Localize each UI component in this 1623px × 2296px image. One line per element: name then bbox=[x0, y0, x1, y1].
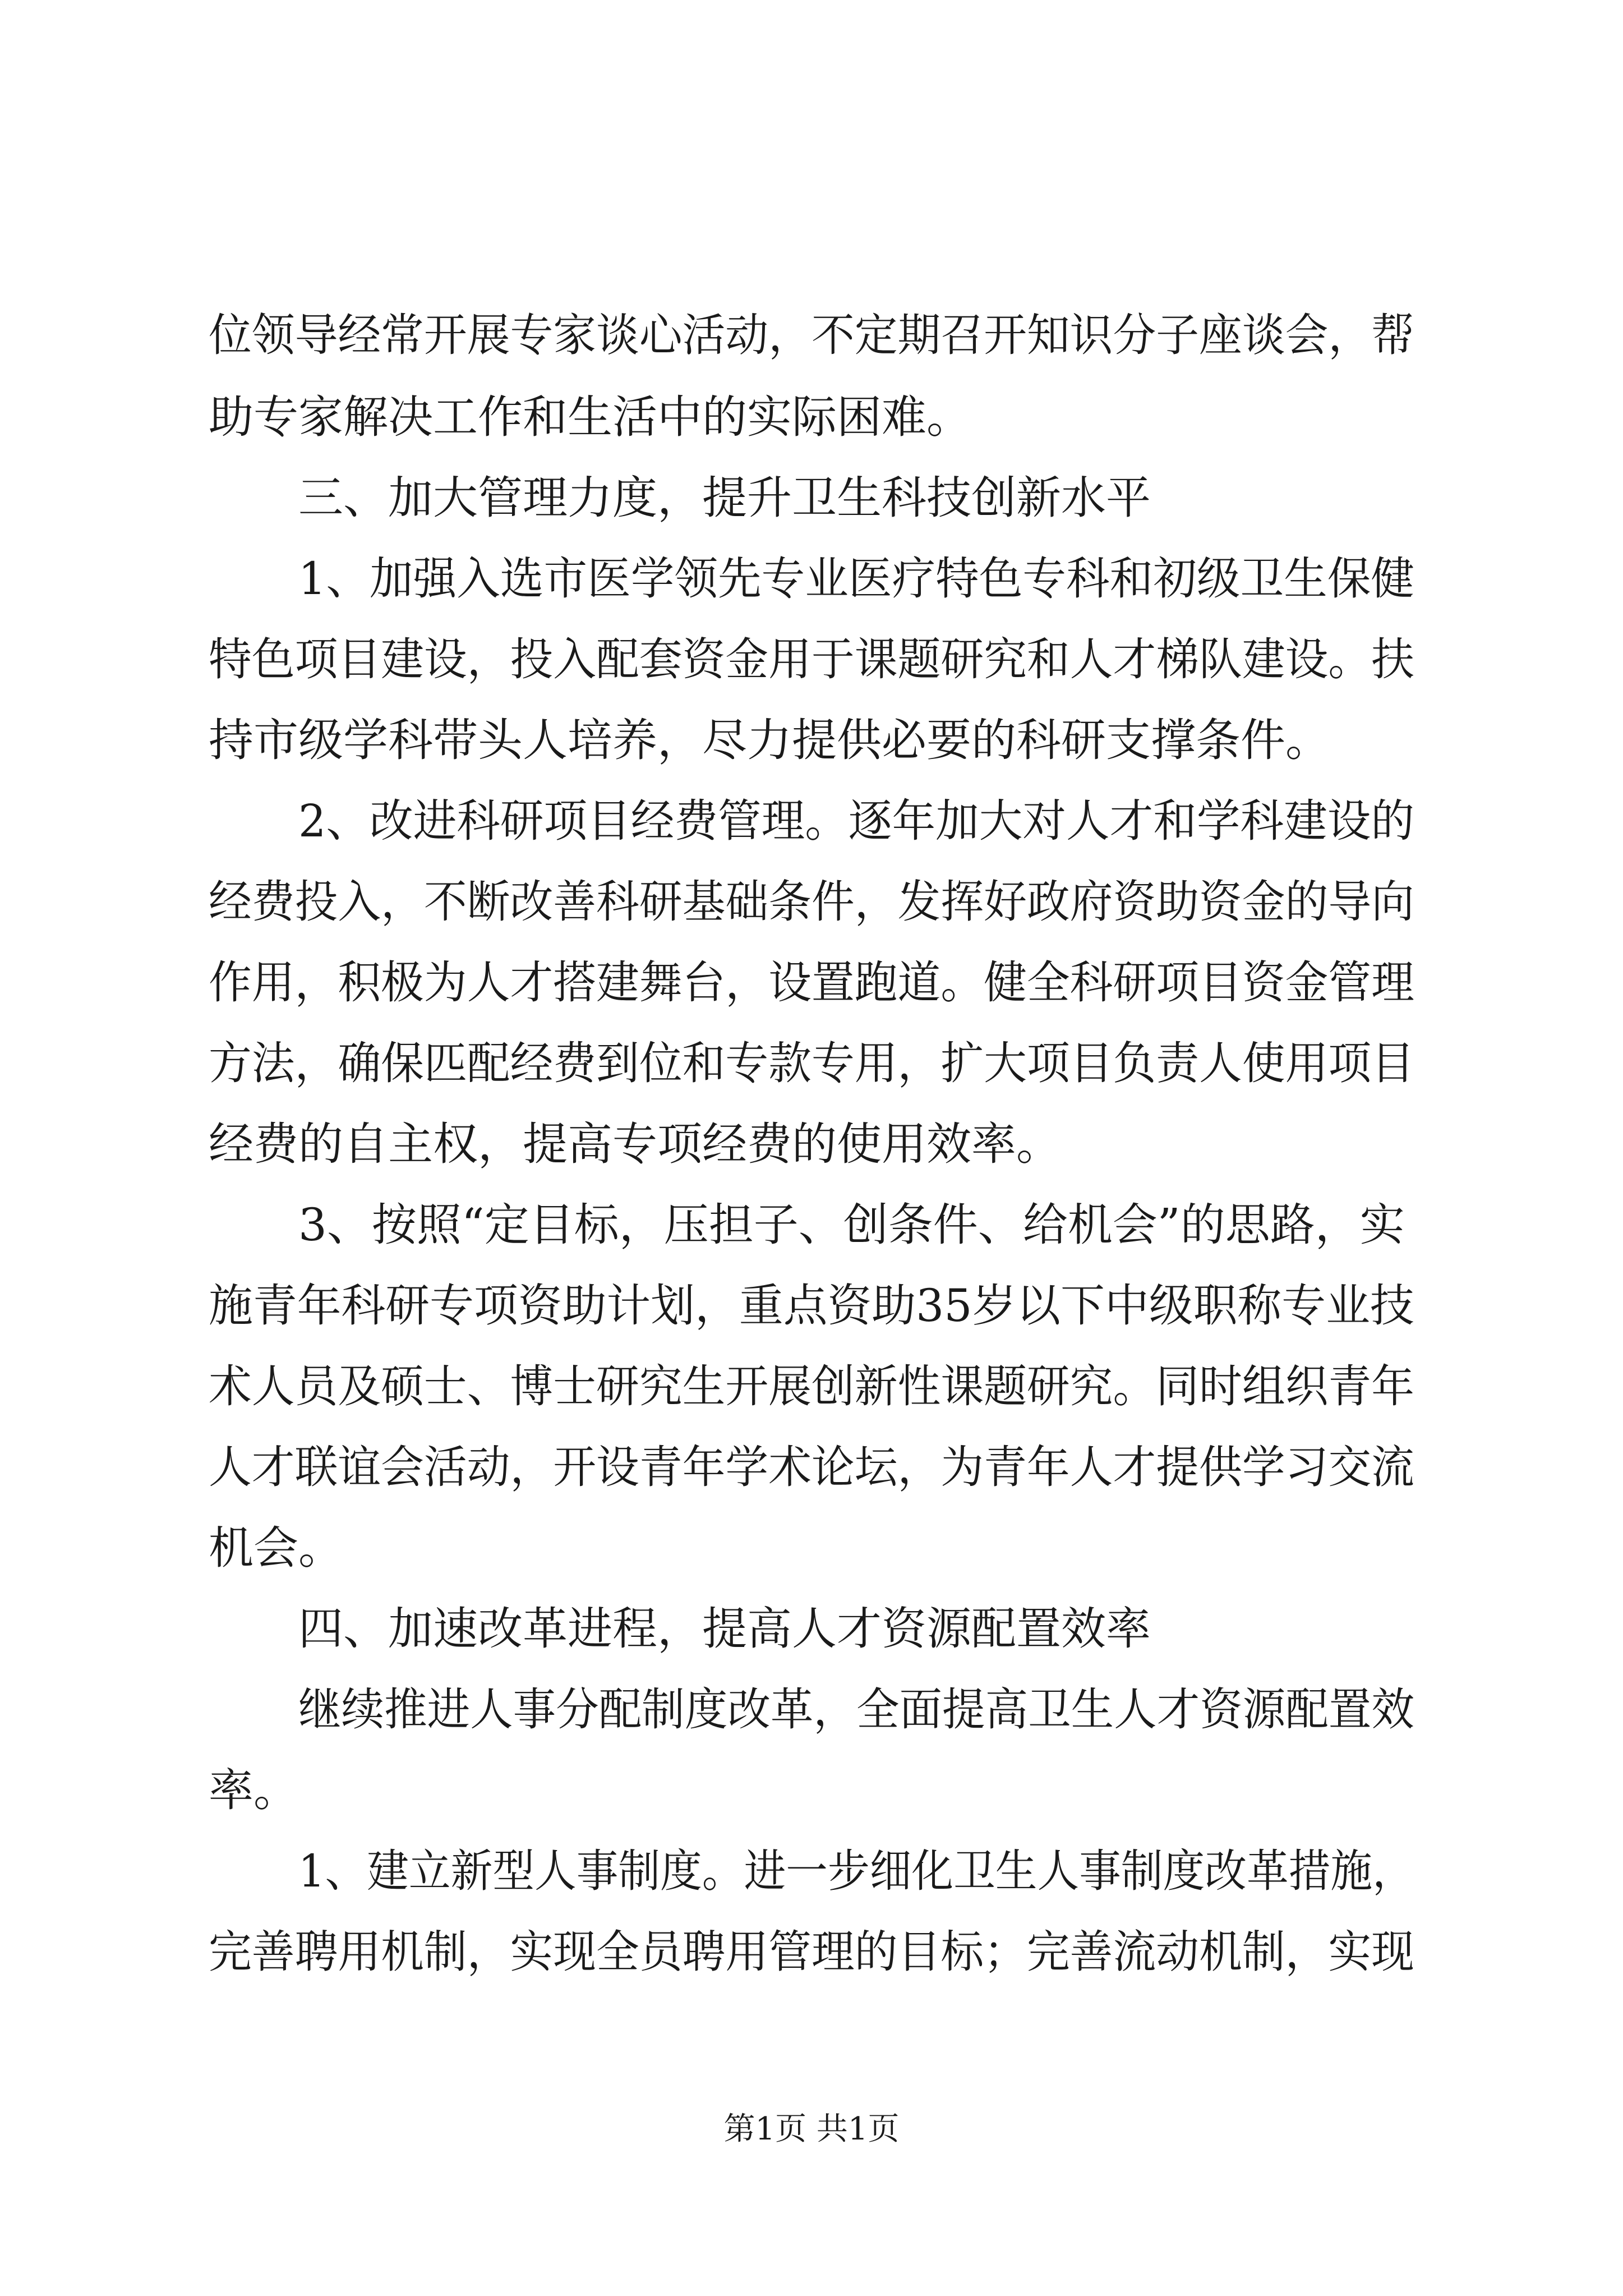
paragraph-line: 作用，积极为人才搭建舞台，设置跑道。健全科研项目资金管理 bbox=[209, 956, 1414, 1009]
paragraph-line: 人才联谊会活动，开设青年学术论坛，为青年人才提供学习交流 bbox=[209, 1441, 1414, 1493]
paragraph-line: 经费的自主权，提高专项经费的使用效率。 bbox=[209, 1118, 1061, 1170]
paragraph-line: 1、加强入选市医学领先专业医疗特色专科和初级卫生保健 bbox=[298, 553, 1414, 605]
paragraph-line: 经费投入，不断改善科研基础条件，发挥好政府资助资金的导向 bbox=[209, 876, 1414, 928]
paragraph-line: 完善聘用机制，实现全员聘用管理的目标；完善流动机制，实现 bbox=[209, 1926, 1414, 1978]
section-heading: 三、加大管理力度，提升卫生科技创新水平 bbox=[298, 472, 1151, 524]
paragraph-line: 1、建立新型人事制度。进一步细化卫生人事制度改革措施， bbox=[298, 1845, 1414, 1897]
paragraph-line: 继续推进人事分配制度改革，全面提高卫生人才资源配置效 bbox=[298, 1683, 1414, 1736]
paragraph-line: 率。 bbox=[209, 1764, 298, 1816]
paragraph-line: 位领导经常开展专家谈心活动，不定期召开知识分子座谈会，帮 bbox=[209, 309, 1414, 361]
paragraph-line: 持市级学科带头人培养，尽力提供必要的科研支撑条件。 bbox=[209, 714, 1330, 766]
paragraph-line: 术人员及硕士、博士研究生开展创新性课题研究。同时组织青年 bbox=[209, 1360, 1414, 1412]
paragraph-line: 2、改进科研项目经费管理。逐年加大对人才和学科建设的 bbox=[298, 795, 1414, 847]
page-footer: 第1页 共1页 bbox=[723, 2111, 900, 2147]
paragraph-line: 方法，确保匹配经费到位和专款专用，扩大项目负责人使用项目 bbox=[209, 1037, 1414, 1089]
paragraph-line: 特色项目建设，投入配套资金用于课题研究和人才梯队建设。扶 bbox=[209, 633, 1414, 685]
paragraph-line: 助专家解决工作和生活中的实际困难。 bbox=[209, 391, 971, 443]
section-heading: 四、加速改革进程，提高人才资源配置效率 bbox=[298, 1603, 1151, 1655]
paragraph-line: 施青年科研专项资助计划，重点资助35岁以下中级职称专业技 bbox=[209, 1280, 1414, 1332]
paragraph-line: 3、按照“定目标，压担子、创条件、给机会”的思路，实 bbox=[298, 1199, 1405, 1251]
paragraph-line: 机会。 bbox=[209, 1522, 343, 1574]
